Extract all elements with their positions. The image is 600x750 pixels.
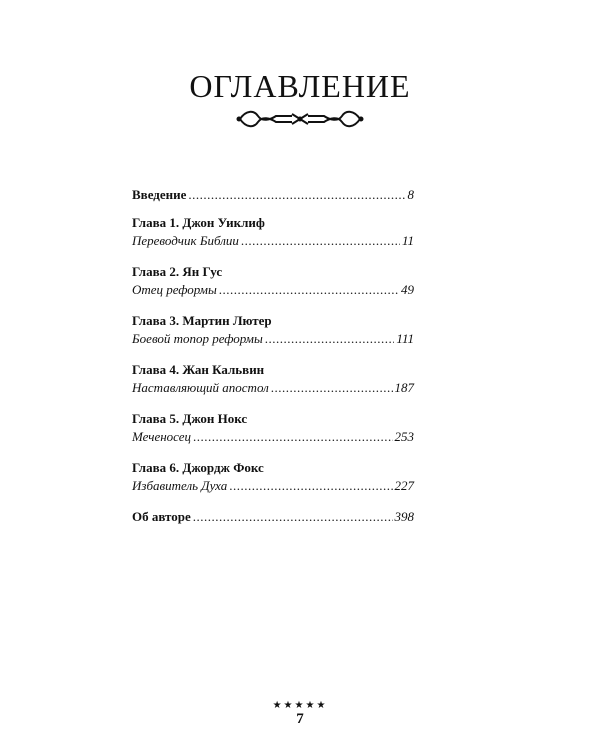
toc-chapter-3[interactable] xyxy=(132,312,414,348)
toc-chapter-1[interactable] xyxy=(132,214,414,250)
chapter-heading: Глава 4. Жан Кальвин xyxy=(132,362,265,377)
toc-intro-page: 8 xyxy=(407,187,414,202)
page-title: ОГЛАВЛЕНИЕ xyxy=(189,68,411,104)
toc-chapter-2[interactable] xyxy=(132,263,414,299)
ornament-divider-icon xyxy=(236,106,364,132)
chapter-subtitle: Избавитель Духа xyxy=(132,478,228,493)
dot-leader xyxy=(188,186,405,204)
chapter-page: 253 xyxy=(394,429,414,444)
toc-chapter-5[interactable] xyxy=(132,410,414,446)
footer-stars-icon: ★★★★★ xyxy=(272,700,328,711)
chapter-heading: Глава 5. Джон Нокс xyxy=(132,411,248,426)
chapter-page: 111 xyxy=(396,331,414,346)
toc-intro[interactable] xyxy=(132,186,414,204)
toc-chapter-4[interactable] xyxy=(132,361,414,397)
chapter-subtitle: Наставляющий апостол xyxy=(132,380,269,395)
chapter-page: 187 xyxy=(394,380,414,395)
chapter-subtitle: Меченосец xyxy=(132,429,192,444)
chapter-page: 11 xyxy=(401,233,414,248)
dot-leader xyxy=(193,508,393,526)
table-of-contents xyxy=(132,186,414,526)
page-number: 7 xyxy=(296,711,304,727)
chapter-page: 49 xyxy=(401,282,414,297)
toc-author-page: 398 xyxy=(394,509,414,524)
chapter-subtitle: Переводчик Библии xyxy=(132,233,239,248)
toc-about-author[interactable] xyxy=(132,508,414,526)
dot-leader xyxy=(241,232,400,250)
dot-leader xyxy=(265,330,395,348)
chapter-heading: Глава 2. Ян Гус xyxy=(132,264,223,279)
toc-author-label: Об авторе xyxy=(132,509,191,524)
chapter-page: 227 xyxy=(394,478,414,493)
chapter-subtitle: Боевой топор реформы xyxy=(132,331,263,346)
dot-leader xyxy=(229,477,392,495)
toc-chapter-6[interactable] xyxy=(132,459,414,495)
chapter-heading: Глава 6. Джордж Фокс xyxy=(132,460,264,475)
chapter-heading: Глава 1. Джон Уиклиф xyxy=(132,215,265,230)
dot-leader xyxy=(271,379,393,397)
chapter-subtitle: Отец реформы xyxy=(132,282,217,297)
chapter-heading: Глава 3. Мартин Лютер xyxy=(132,313,272,328)
dot-leader xyxy=(193,428,392,446)
dot-leader xyxy=(219,281,399,299)
toc-intro-label: Введение xyxy=(132,187,187,202)
